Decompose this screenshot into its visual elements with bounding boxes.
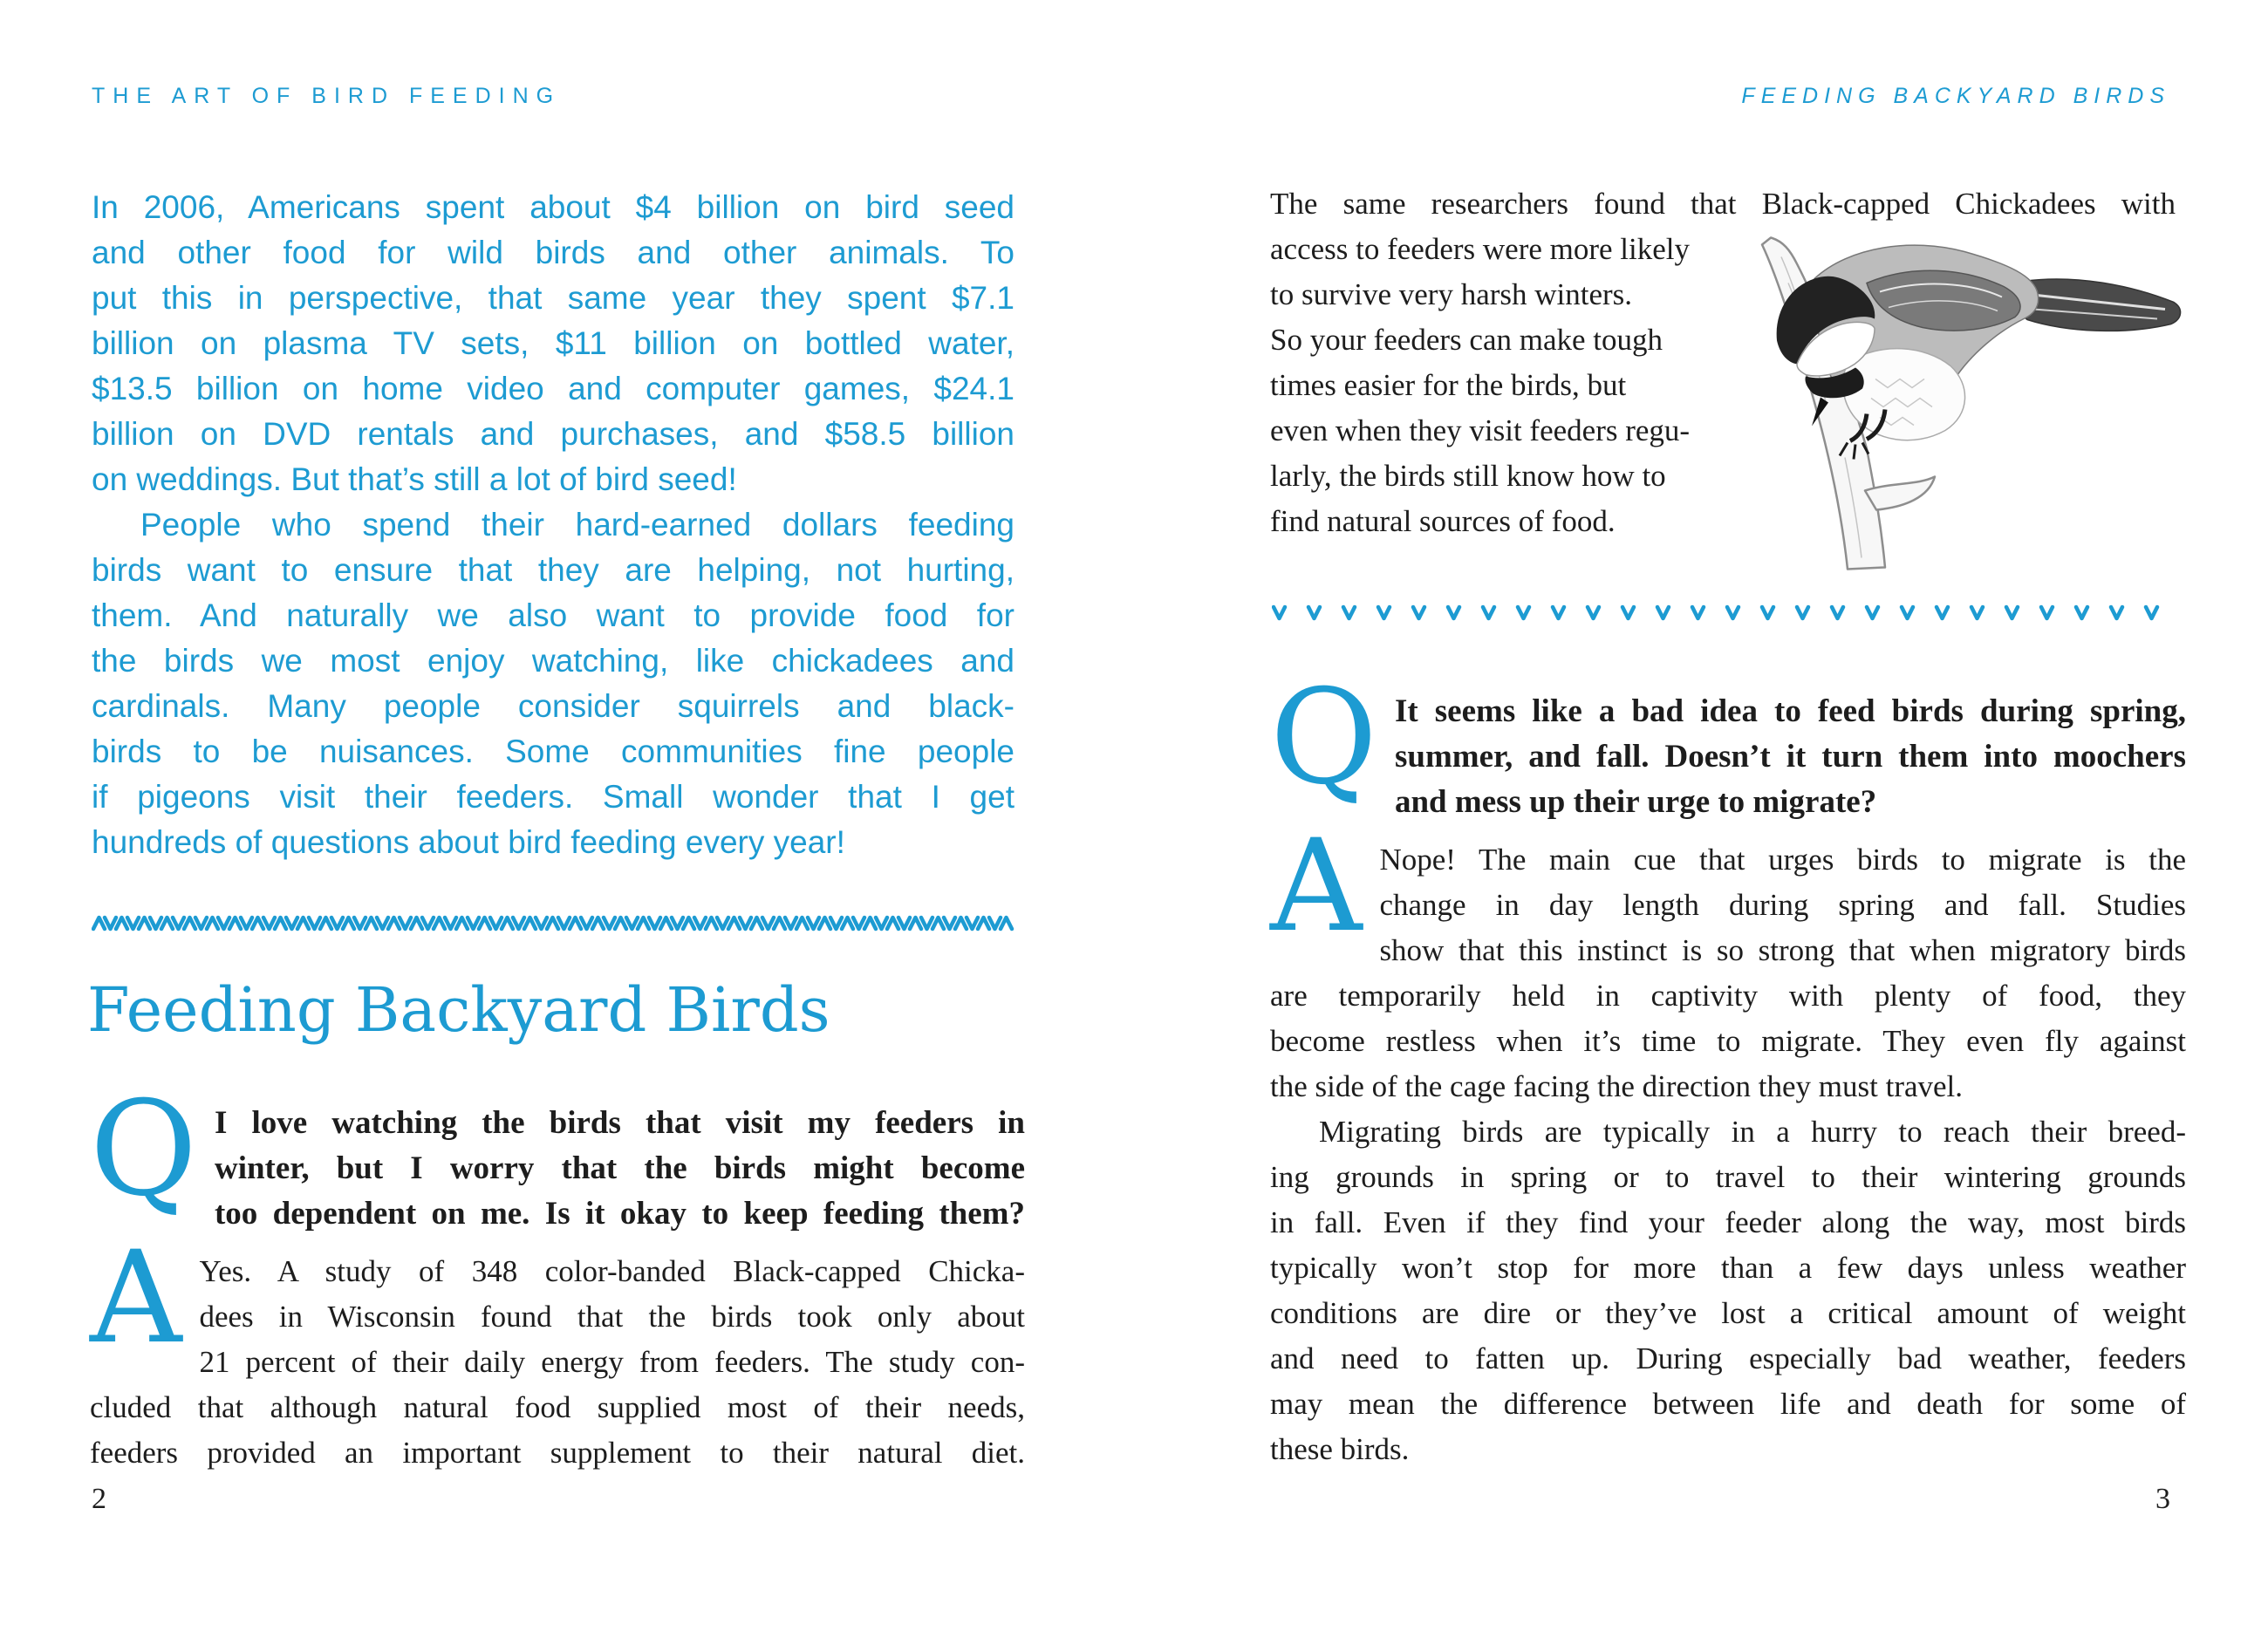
answer-line: Yes. A study of 348 color-banded Black-capped Chicka- [199, 1254, 1025, 1288]
q-dropcap-letter: Q [90, 1074, 197, 1225]
intro-line: them. And naturally we also want to provide food for [92, 597, 1014, 633]
question-block [1270, 662, 2186, 825]
lead-line: find natural sources of food. [1270, 504, 1616, 538]
intro-line: $13.5 billion on home video and computer games, $24.1 [92, 371, 1014, 406]
answer-line: Migrating birds are typically in a hurry to reach their breed- [1319, 1115, 2186, 1149]
intro-line: the birds we most enjoy watching, like chickadees and [92, 643, 1014, 679]
qa-block [1270, 662, 2186, 1472]
intro-line: birds to be nuisances. Some communities fine people [92, 734, 1014, 769]
intro-line: on weddings. But that’s still a lot of bird seed! [92, 461, 737, 497]
answer-line: are temporarily held in captivity with plenty of food, they [1270, 979, 2186, 1013]
answer-line: cluded that although natural food supplied most of their needs, [90, 1390, 1025, 1424]
answer-line: 21 percent of their daily energy from feeders. The study con- [199, 1345, 1025, 1379]
question-line: winter, but I worry that the birds might become [214, 1150, 1025, 1186]
q-dropcap-letter: Q [1270, 662, 1377, 814]
question-line: It seems like a bad idea to feed birds during spring, [1394, 693, 2186, 729]
answer-line: the side of the cage facing the direction they must travel. [1270, 1069, 1964, 1103]
zigzag-divider [92, 912, 1014, 935]
answer-line: dees in Wisconsin found that the birds took only about [199, 1300, 1025, 1334]
lead-line: access to feeders were more likely [1270, 232, 1691, 266]
intro-line: In 2006, Americans spent about $4 billion on bird seed [92, 189, 1014, 225]
answer-line: show that this instinct is so strong that when migratory birds [1379, 933, 2186, 967]
qa-block [90, 1074, 1025, 1476]
answer-line: these birds. [1270, 1432, 1410, 1466]
answer-line: become restless when it’s time to migrate. They even fly against [1270, 1024, 2186, 1058]
intro-line: if pigeons visit their feeders. Small wonder that I get [92, 779, 1014, 815]
answer-line: in fall. Even if they find your feeder along the way, most birds [1270, 1205, 2186, 1239]
answer-block [1270, 812, 2186, 1472]
intro-line: put this in perspective, that same year they spent $7.1 [92, 280, 1014, 316]
intro-line: and other food for wild birds and other animals. To [92, 235, 1014, 270]
page-number-right: 3 [2155, 1483, 2170, 1515]
lead-line: to survive very harsh winters. [1270, 277, 1633, 311]
answer-line: change in day length during spring and fall. Studies [1379, 888, 2186, 922]
book-page-right [1134, 0, 2268, 1638]
running-header-right: FEEDING BACKYARD BIRDS [1741, 84, 2170, 108]
chapter-heading: Feeding Backyard Birds [87, 974, 830, 1046]
answer-line: and need to fatten up. During especially bad weather, feeders [1270, 1341, 2186, 1375]
answer-line: conditions are dire or they’ve lost a critical amount of weight [1270, 1296, 2186, 1330]
chevron-divider [1272, 602, 2175, 624]
answer-block [90, 1224, 1025, 1476]
lead-line: larly, the birds still know how to [1270, 459, 1666, 493]
intro-line: billion on DVD rentals and purchases, and $58.5 billion [92, 416, 1014, 452]
intro-line: billion on plasma TV sets, $11 billion on bottled water, [92, 325, 1014, 361]
question-line: and mess up their urge to migrate? [1394, 784, 1877, 820]
intro-paragraph [92, 185, 1014, 865]
a-dropcap-letter: A [90, 1224, 182, 1372]
chickadee-illustration [1736, 229, 2216, 573]
tail [2019, 279, 2180, 331]
answer-line: ing grounds in spring or to travel to their wintering grounds [1270, 1160, 2186, 1194]
answer-line: may mean the difference between life and death for some of [1270, 1387, 2186, 1421]
lead-line: even when they visit feeders regu- [1270, 413, 1691, 447]
intro-line: cardinals. Many people consider squirrels and black- [92, 688, 1014, 724]
intro-line: birds want to ensure that they are helping, not hurting, [92, 552, 1014, 588]
lead-wrapped-column [1270, 227, 1780, 544]
lead-line: So your feeders can make tough [1270, 323, 1663, 357]
question-line: too dependent on me. Is it okay to keep feeding them? [214, 1196, 1025, 1232]
answer-line: typically won’t stop for more than a few days unless weather [1270, 1251, 2186, 1285]
page-number-left: 2 [92, 1483, 106, 1515]
question-block [90, 1074, 1025, 1237]
lead-line-full: The same researchers found that Black-capped Chickadees with [1270, 187, 2176, 221]
intro-line: People who spend their hard-earned dollars feeding [140, 507, 1014, 543]
running-header-left: THE ART OF BIRD FEEDING [92, 84, 562, 108]
answer-line: feeders provided an important supplement to their natural diet. [90, 1436, 1025, 1470]
intro-line: hundreds of questions about bird feeding every year! [92, 824, 845, 860]
answer-line: Nope! The main cue that urges birds to migrate is the [1379, 843, 2186, 877]
question-line: I love watching the birds that visit my feeders in [214, 1105, 1025, 1141]
lead-line: times easier for the birds, but [1270, 368, 1627, 402]
question-line: summer, and fall. Doesn’t it turn them into moochers [1394, 739, 2186, 775]
a-dropcap-letter: A [1270, 812, 1363, 960]
